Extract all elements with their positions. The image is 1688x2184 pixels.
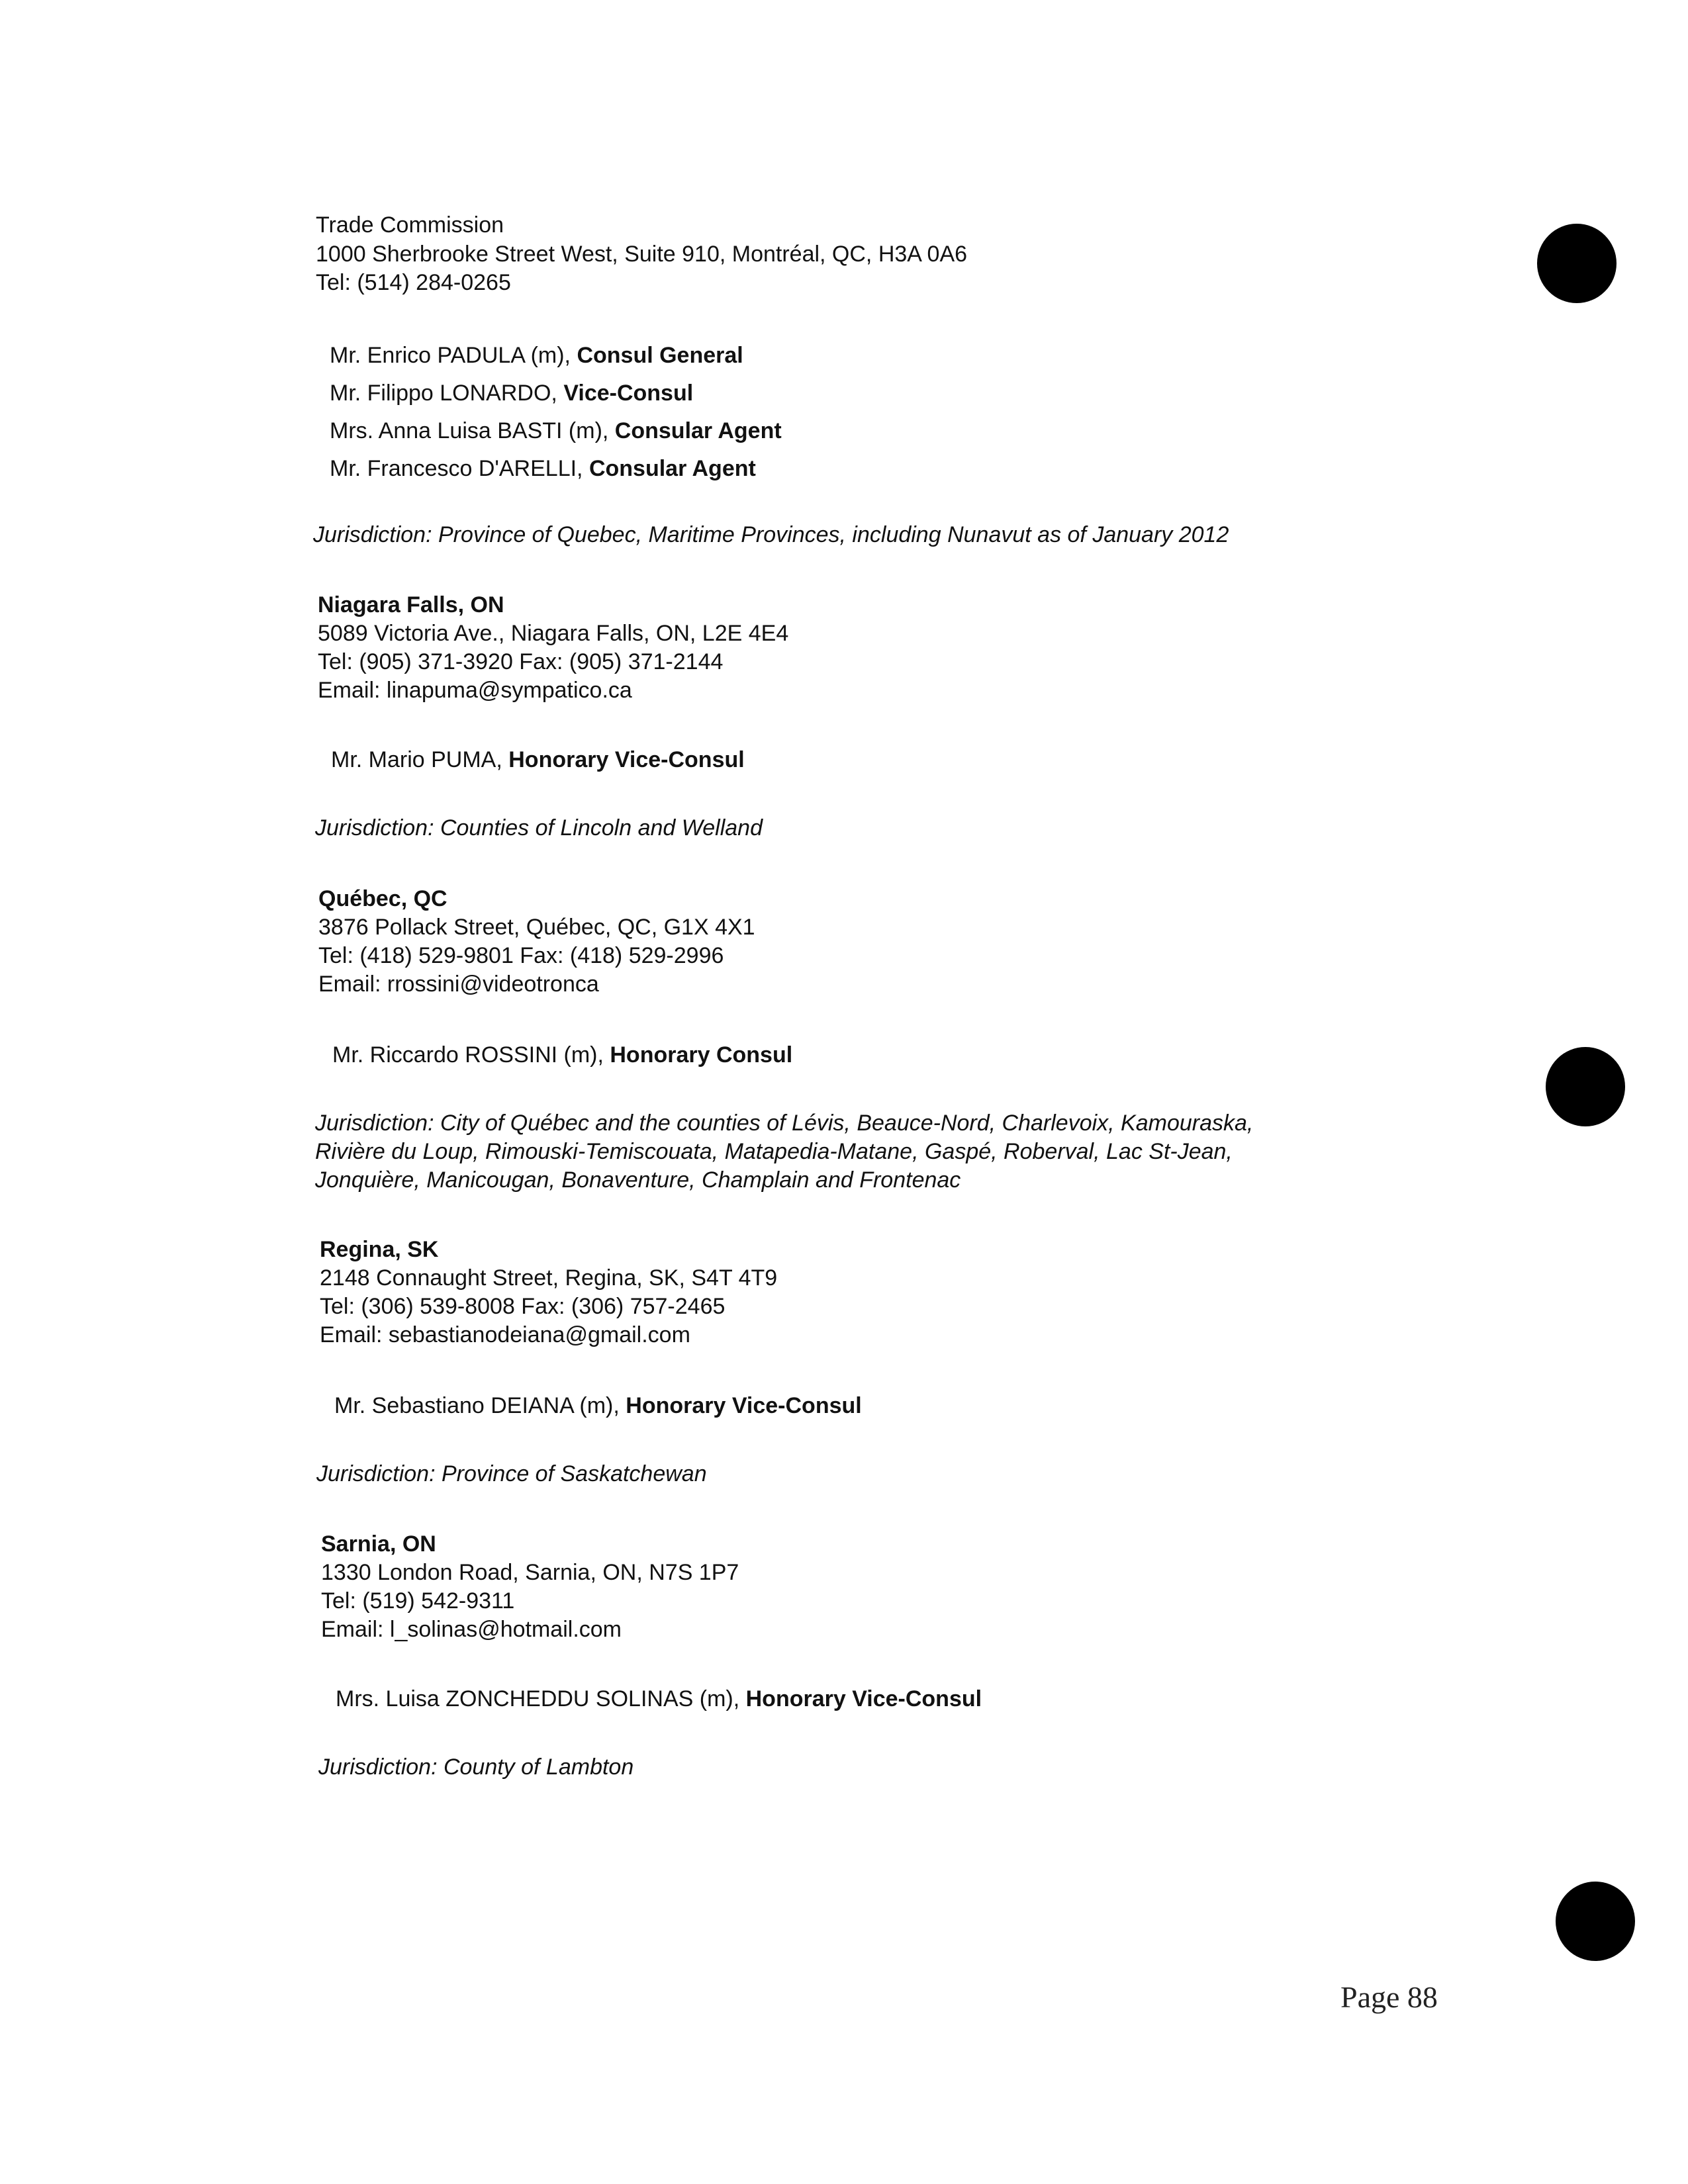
contact-name: Mr. Sebastiano DEIANA (m), (334, 1393, 626, 1418)
office-heading: Sarnia, ON (321, 1531, 436, 1557)
office-address: 1330 London Road, Sarnia, ON, N7S 1P7 (321, 1560, 739, 1585)
office-address: 5089 Victoria Ave., Niagara Falls, ON, L2E 4E4 (318, 621, 789, 646)
staff-name: Mr. Filippo LONARDO, (330, 381, 564, 406)
staff-title: Vice-Consul (563, 381, 694, 406)
punch-hole-bottom (1556, 1882, 1635, 1961)
office-contact (334, 1391, 862, 1420)
office-heading: Regina, SK (320, 1237, 439, 1262)
staff-name: Mr. Francesco D'ARELLI, (330, 456, 589, 481)
staff-title: Consul General (577, 343, 743, 368)
office-phone: Tel: (905) 371-3920 Fax: (905) 371-2144 (318, 649, 724, 674)
trade-commission-title: Trade Commission (316, 212, 504, 238)
staff-entry (330, 379, 693, 408)
office-address: 3876 Pollack Street, Québec, QC, G1X 4X1 (318, 915, 755, 940)
office-email: Email: sebastianodeiana@gmail.com (320, 1322, 690, 1347)
contact-name: Mrs. Luisa ZONCHEDDU SOLINAS (m), (336, 1686, 746, 1711)
staff-entry (330, 341, 743, 370)
contact-title: Honorary Vice-Consul (745, 1686, 982, 1711)
staff-name: Mr. Enrico PADULA (m), (330, 343, 577, 368)
office-address: 2148 Connaught Street, Regina, SK, S4T 4T9 (320, 1265, 778, 1291)
staff-title: Consular Agent (614, 418, 782, 443)
office-contact (336, 1684, 982, 1713)
office-heading: Niagara Falls, ON (318, 592, 504, 617)
contact-name: Mr. Riccardo ROSSINI (m), (332, 1042, 610, 1068)
jurisdiction-text: Jurisdiction: City of Québec and the counties of Lévis, Beauce-Nord, Charlevoix, Kamouraska, (315, 1111, 1254, 1136)
office-email: Email: linapuma@sympatico.ca (318, 678, 632, 703)
jurisdiction-text: Jurisdiction: Province of Saskatchewan (316, 1461, 707, 1486)
staff-title: Consular Agent (588, 456, 756, 481)
office-contact (331, 745, 745, 774)
jurisdiction-text: Jonquière, Manicougan, Bonaventure, Champlain and Frontenac (315, 1167, 961, 1193)
office-phone: Tel: (418) 529-9801 Fax: (418) 529-2996 (318, 943, 724, 968)
office-contact (332, 1040, 792, 1069)
staff-entry (330, 454, 756, 483)
jurisdiction-text: Rivière du Loup, Rimouski-Temiscouata, Matapedia-Matane, Gaspé, Roberval, Lac St-Jean, (315, 1139, 1233, 1164)
contact-title: Honorary Vice-Consul (508, 747, 745, 772)
trade-commission-address: 1000 Sherbrooke Street West, Suite 910, Montréal, QC, H3A 0A6 (316, 242, 968, 267)
staff-name: Mrs. Anna Luisa BASTI (m), (330, 418, 615, 443)
trade-commission-phone: Tel: (514) 284-0265 (316, 270, 511, 295)
contact-name: Mr. Mario PUMA, (331, 747, 509, 772)
contact-title: Honorary Consul (610, 1042, 793, 1068)
office-phone: Tel: (306) 539-8008 Fax: (306) 757-2465 (320, 1294, 726, 1319)
jurisdiction-text: Jurisdiction: Province of Quebec, Maritime Provinces, including Nunavut as of January 2012 (313, 522, 1229, 547)
office-phone: Tel: (519) 542-9311 (321, 1588, 515, 1614)
office-email: Email: rrossini@videotronca (318, 972, 599, 997)
contact-title: Honorary Vice-Consul (626, 1393, 862, 1418)
punch-hole-top (1537, 224, 1617, 303)
page-number: Page 88 (1340, 1980, 1438, 2014)
staff-entry (330, 416, 782, 445)
jurisdiction-text: Jurisdiction: County of Lambton (318, 1754, 634, 1780)
office-email: Email: l_solinas@hotmail.com (321, 1617, 622, 1642)
office-heading: Québec, QC (318, 886, 447, 911)
jurisdiction-text: Jurisdiction: Counties of Lincoln and Welland (315, 815, 763, 841)
punch-hole-middle (1546, 1047, 1625, 1126)
